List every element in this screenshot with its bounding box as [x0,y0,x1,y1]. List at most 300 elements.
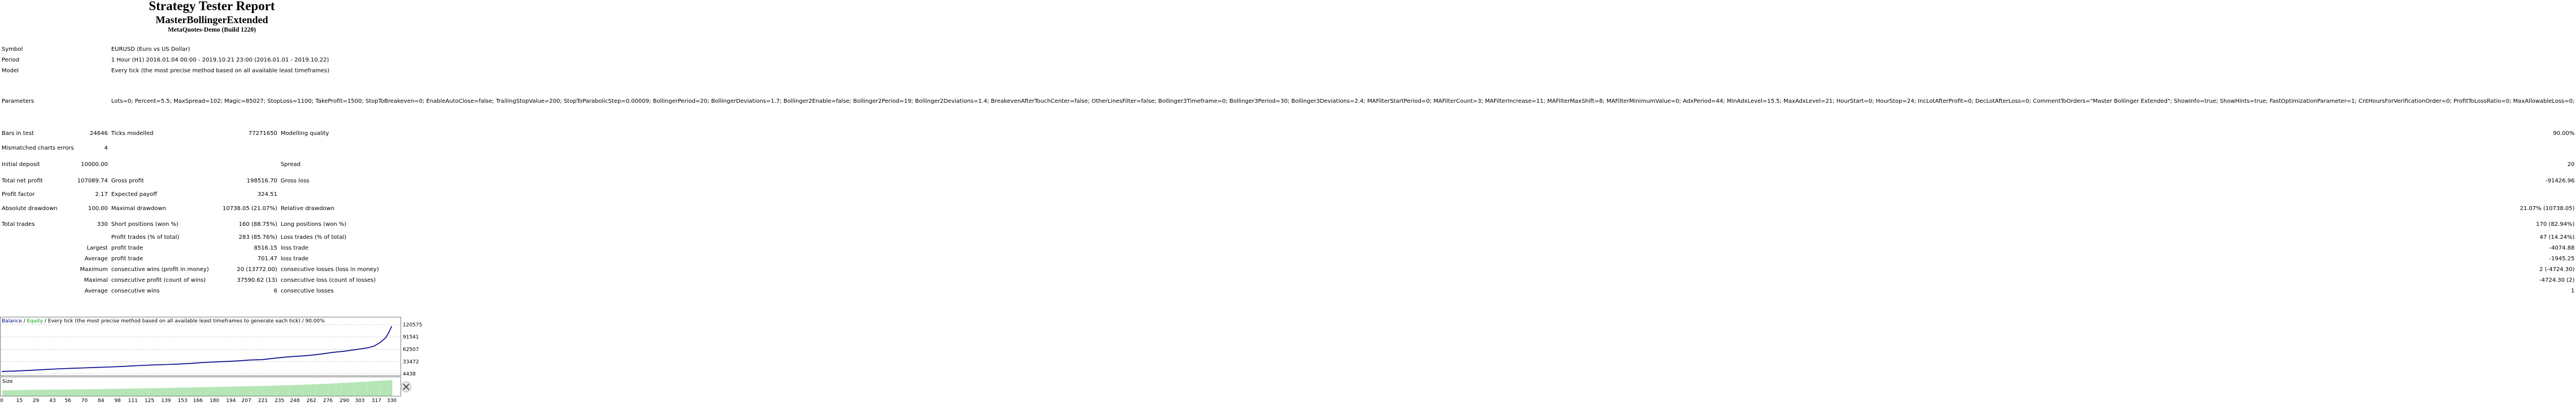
size-bar [213,387,214,396]
size-bar [59,390,60,396]
size-bar [306,385,307,396]
size-bar [346,383,347,396]
y-tick-label: 120575 [403,322,423,328]
size-bar [324,384,325,396]
average-profit-value: 701.47 [257,255,277,262]
size-bar [177,388,178,396]
x-tick-label: 15 [16,398,23,404]
size-bar [390,380,391,396]
maxdd-label: Maximal drawdown [111,206,166,212]
main-plot-frame [1,317,401,376]
size-bar [73,390,74,396]
size-bar [208,387,209,396]
size-bar [91,389,92,396]
size-bar [282,385,283,396]
spread-value: 20 [2567,161,2575,168]
size-bar [202,387,203,396]
size-bar [267,386,268,396]
trades-value: 330 [97,221,108,228]
size-bar [308,385,309,396]
size-bar [349,383,350,396]
largest-profit-label: profit trade [111,245,143,251]
size-bar [360,382,361,396]
trades-label: Total trades [2,221,35,228]
x-tick-label: 98 [114,398,121,404]
size-bar [203,387,204,396]
size-bar [7,390,8,396]
size-bar [19,390,20,396]
size-bar [8,390,9,396]
size-bar [57,390,58,396]
size-bar [364,382,365,396]
ticks-value: 77271650 [248,130,277,137]
size-bar [162,388,163,396]
size-bar [252,386,253,396]
balance-chart-svg [0,317,424,404]
size-bar [234,386,235,396]
server-info: MetaQuotes-Demo (Build 1220) [168,27,256,33]
y-tick-label: 33472 [403,359,419,365]
size-bar [294,385,295,396]
x-tick-label: 180 [210,398,220,404]
size-bar [362,382,363,396]
size-bar [383,381,384,396]
maximum-label: Maximum [80,266,108,273]
y-tick-label: 62507 [403,347,419,353]
size-bar [124,388,125,396]
size-bar [123,388,124,396]
size-bar [373,381,374,396]
size-bar [372,381,373,396]
x-tick-label: 248 [290,398,300,404]
size-bar [215,387,216,396]
loss-trades-value: 47 (14.24%) [2539,234,2575,241]
parameters-value: Lots=0; Percent=5.5; MaxSpread=102; Magic=85027; StopLoss=1100; TakeProfit=1500; StopToBreakeven=0; EnableAutoClose=false; TrailingStopValue=200; StopToParabolicStep=0.00009; BollingerPeriod=20; BollingerDeviations=1.7; Bollinger2Enable=false; Bollinger2Period=19; Bollinger2Deviations=1.4; BreakevenAfterTouchCenter=false; OtherLinesFilter=false; Bollinger3Timeframe=0; Bollinger3Period=30; Bollinger3Deviations=2.4; MAFilterStartPeriod=0; MAFilterCount=3; MAFilterIncrease=11; MAFilterMaxShift=8; MAFilterMinimumValue=0; AdxPeriod=44; MinAdxLevel=15.5; MaxAdxLevel=21; HourStart=0; HourStop=24; IncLotAfterProfit=0; DecLotAfterLoss=0; CommentToOrders="Master Bollinger Extended"; ShowInfo=true; ShowHints=true; FastOptimizationParameter=1; CntHoursForVerificationOrder=0; ProfitToLossRatio=0; MaxAllowableLoss=0; [111,98,2575,104]
long-value: 170 (82.94%) [2536,221,2575,228]
average-loss-value: -1945.25 [2549,255,2575,262]
size-bar [386,381,387,396]
x-tick-label: 0 [0,398,3,404]
period-label: Period [2,56,20,63]
size-bar [370,381,371,396]
size-bar [204,387,205,396]
size-bar [323,384,324,396]
x-tick-label: 207 [241,398,251,404]
size-bar [272,386,273,396]
legend-note: / Every tick (the most precise method based on all available least timeframes to generate each tick) / 90.00% [43,318,325,324]
size-bar [138,388,139,396]
deposit-value: 10000.00 [81,161,108,168]
row-netprofit [0,173,2576,189]
netprofit-value: 107089.74 [77,178,108,184]
row-drawdown [0,200,2576,217]
size-bar [344,383,345,396]
x-tick-label: 125 [144,398,155,404]
deposit-label: Initial deposit [2,161,40,168]
size-bar [228,387,229,396]
size-bar [60,390,61,396]
grossloss-label: Gross loss [280,178,310,184]
avg-cons-losses-label: consecutive losses [280,287,334,294]
size-bar [195,387,196,396]
absdd-value: 100.00 [88,206,108,212]
pf-value: 2.17 [95,191,108,198]
grossprofit-value: 198516.70 [246,178,277,184]
absdd-label: Absolute drawdown [2,206,58,212]
max-wins-label: consecutive wins (profit in money) [111,266,209,273]
size-bar [347,383,348,396]
size-bar [254,386,255,396]
size-bar [40,390,41,396]
symbol-label: Symbol [2,46,23,53]
profit-trades-value: 283 (85.76%) [238,234,277,241]
size-bar [217,387,218,396]
size-bar [266,386,267,396]
size-bar [188,387,189,396]
quality-label: Modelling quality [280,130,329,137]
x-tick-label: 153 [177,398,188,404]
x-tick-label: 111 [128,398,138,404]
size-bar [295,385,296,396]
size-bar [292,385,293,396]
size-bar [104,389,105,396]
size-bar [66,390,67,396]
size-bar [345,383,346,396]
size-bar [149,388,150,396]
size-bar [32,390,33,396]
size-bar [125,388,126,396]
row-pf [0,189,2576,200]
mismatch-label: Mismatched charts errors [2,145,74,151]
size-bar [70,390,71,396]
size-bar [86,389,87,396]
size-bar [174,388,175,396]
size-bar [14,390,15,396]
x-tick-label: 290 [340,398,350,404]
size-bar [377,381,378,396]
size-bar [46,390,47,396]
x-tick-label: 235 [275,398,285,404]
report-title: Strategy Tester Report [149,0,275,13]
x-tick-label: 330 [386,398,397,404]
size-bar [246,386,247,396]
payoff-label: Expected payoff [111,191,158,198]
size-bar [318,384,319,396]
largest-label: Largest [86,245,108,251]
size-bar [338,383,339,396]
legend-balance: Balance [2,318,22,324]
report-table [0,44,2576,296]
size-bar [150,388,151,396]
size-bar [175,388,176,396]
size-bar [269,386,270,396]
size-bar [31,390,32,396]
size-bar [351,382,352,396]
row-average [0,254,2576,264]
size-bar [375,381,376,396]
row-deposit [0,156,2576,173]
size-bar [163,388,164,396]
size-bar [226,387,227,396]
size-bar [151,388,152,396]
x-tick-label: 56 [64,398,71,404]
size-bar [311,385,312,396]
row-trades [0,217,2576,232]
avg-cons-wins-value: 6 [273,287,277,294]
size-bar [110,389,111,396]
average2-label: Average [84,287,108,294]
size-bar [4,390,5,396]
x-tick-label: 303 [355,398,365,404]
size-bar [34,390,35,396]
size-bar [65,390,66,396]
grossprofit-label: Gross profit [111,178,144,184]
legend-separator: / [21,318,27,324]
size-bar [189,387,190,396]
size-bar [52,390,53,396]
size-bar [273,386,274,396]
size-bar [255,386,256,396]
size-bar [365,382,366,396]
max-losses-value: 2 (-4724.30) [2539,266,2575,273]
size-bar [337,383,338,396]
largest-profit-value: 8516.15 [254,245,277,251]
max-losses-label: consecutive losses (loss in money) [280,266,379,273]
reldd-label: Relative drawdown [280,206,335,212]
zoom-icon[interactable] [401,382,411,392]
size-bar [27,390,28,396]
size-bar [286,385,287,396]
x-tick-label: 84 [98,398,105,404]
size-bar [164,388,165,396]
x-tick-label: 194 [226,398,236,404]
size-bar [265,386,266,396]
size-bar [391,380,392,396]
size-bar [47,390,48,396]
ticks-label: Ticks modelled [111,130,154,137]
size-bar [26,390,27,396]
maximal-profit-label: consecutive profit (count of wins) [111,277,206,283]
size-bar [268,386,269,396]
row-mismatch [0,141,2576,156]
maximal-loss-label: consecutive loss (count of losses) [280,277,376,283]
model-label: Model [2,67,19,74]
balance-chart [0,317,424,404]
size-bar [2,390,3,396]
size-bar [221,387,222,396]
size-bar [84,389,85,396]
x-tick-label: 70 [81,398,88,404]
size-bar [332,383,333,396]
symbol-value: EURUSD (Euro vs US Dollar) [111,46,190,53]
maxdd-value: 10738.05 (21.07%) [222,206,277,212]
x-tick-label: 29 [32,398,40,404]
size-bar [122,388,123,396]
size-bar [230,387,231,396]
x-tick-label: 43 [49,398,56,404]
size-bar [243,386,244,396]
size-bar [389,380,390,396]
bars-value: 24646 [90,130,108,137]
size-bar [6,390,7,396]
size-bar [79,389,80,396]
maximal-loss-value: -4724.30 (2) [2539,277,2575,283]
size-bar [378,381,379,396]
size-bar [319,384,320,396]
y-tick-labels [403,322,422,377]
size-bar [44,390,45,396]
long-label: Long positions (won %) [280,221,347,228]
legend-equity: Equity [27,318,43,324]
size-bar [71,390,72,396]
size-bar [388,380,389,396]
size-bar [190,387,191,396]
expert-name: MasterBollingerExtended [155,14,268,25]
size-bar [293,385,294,396]
avg-cons-wins-label: consecutive wins [111,287,160,294]
y-tick-label: 4438 [403,372,416,377]
x-tick-label: 276 [323,398,333,404]
size-bar [259,386,260,396]
size-bar [350,382,351,396]
size-bar [363,382,364,396]
x-tick-label: 262 [306,398,316,404]
model-value: Every tick (the most precise method based on all available least timeframes) [111,67,330,74]
size-bar [18,390,19,396]
row-maximum [0,264,2576,275]
size-bar [242,386,243,396]
size-bar [321,384,322,396]
size-bar [359,382,360,396]
size-bar [312,385,313,396]
mismatch-value: 4 [104,145,108,151]
size-bar [229,387,230,396]
max-wins-value: 20 (13772.00) [237,266,277,273]
size-bar [98,389,99,396]
size-bar [305,385,306,396]
size-bar [109,389,110,396]
largest-loss-value: -4074.88 [2549,245,2575,251]
size-bar [299,385,300,396]
reldd-value: 21.07% (10738.05) [2520,206,2575,212]
size-bar [112,389,113,396]
x-tick-labels [0,398,397,404]
size-bar [384,381,385,396]
size-bar [117,389,118,396]
size-bar [135,388,136,396]
size-bar [325,384,326,396]
size-bar [148,388,149,396]
size-bar [13,390,14,396]
avg-cons-losses-value: 1 [2571,287,2575,294]
size-bar [320,384,321,396]
profit-trades-label: Profit trades (% of total) [111,234,180,241]
size-bar [278,386,279,396]
average-loss-label: loss trade [280,255,308,262]
size-bar [260,386,261,396]
size-bar [161,388,162,396]
size-bar [281,386,282,396]
row-average-consecutive [0,286,2576,296]
size-bar [253,386,254,396]
size-bar [72,390,73,396]
x-tick-label: 166 [193,398,203,404]
size-bar [333,383,334,396]
size-bar [99,389,100,396]
size-bar [307,385,308,396]
row-profit-trades [0,232,2576,243]
size-bar [17,390,18,396]
size-bar [331,383,332,396]
short-label: Short positions (won %) [111,221,179,228]
maximal-profit-value: 37590.62 (13) [237,277,277,283]
row-period [0,55,2576,66]
short-value: 160 (88.75%) [238,221,277,228]
size-bar [285,385,286,396]
size-bar [280,386,281,396]
bars-label: Bars in test [2,130,34,137]
size-bar [97,389,98,396]
parameters-label: Parameters [2,98,34,104]
size-bar [298,385,299,396]
x-tick-label: 139 [161,398,171,404]
legend [2,318,325,324]
row-bars [0,127,2576,141]
row-model [0,66,2576,76]
largest-loss-label: loss trade [280,245,308,251]
size-bar [214,387,215,396]
loss-trades-label: Loss trades (% of total) [280,234,347,241]
size-bar [20,390,21,396]
size-bar [96,389,97,396]
size-bar [279,386,280,396]
size-bar [385,381,386,396]
size-bar [376,381,377,396]
size-bar [53,390,54,396]
y-tick-label: 91541 [403,334,419,340]
netprofit-label: Total net profit [2,178,43,184]
size-bar [176,388,177,396]
size-bar [85,389,86,396]
size-bar [241,386,242,396]
x-tick-label: 221 [258,398,268,404]
quality-value: 90.00% [2553,130,2575,137]
size-bar [239,386,240,396]
grossloss-value: -91426.96 [2545,178,2575,184]
row-largest [0,243,2576,254]
size-bar [33,390,34,396]
size-bar [227,387,228,396]
size-bar [111,389,112,396]
size-bar [83,389,84,396]
size-bar [357,382,358,396]
size-bar [247,386,248,396]
average-profit-label: profit trade [111,255,143,262]
pf-label: Profit factor [2,191,35,198]
size-bar [240,386,241,396]
size-bar [169,388,170,396]
size-bar [187,387,188,396]
size-bar [216,387,217,396]
size-bar [137,388,138,396]
row-parameters [0,76,2576,127]
size-bar [21,390,22,396]
size-bar [200,387,201,396]
x-tick-label: 317 [371,398,381,404]
spread-label: Spread [280,161,301,168]
payoff-value: 324.51 [257,191,277,198]
size-bar [58,390,59,396]
